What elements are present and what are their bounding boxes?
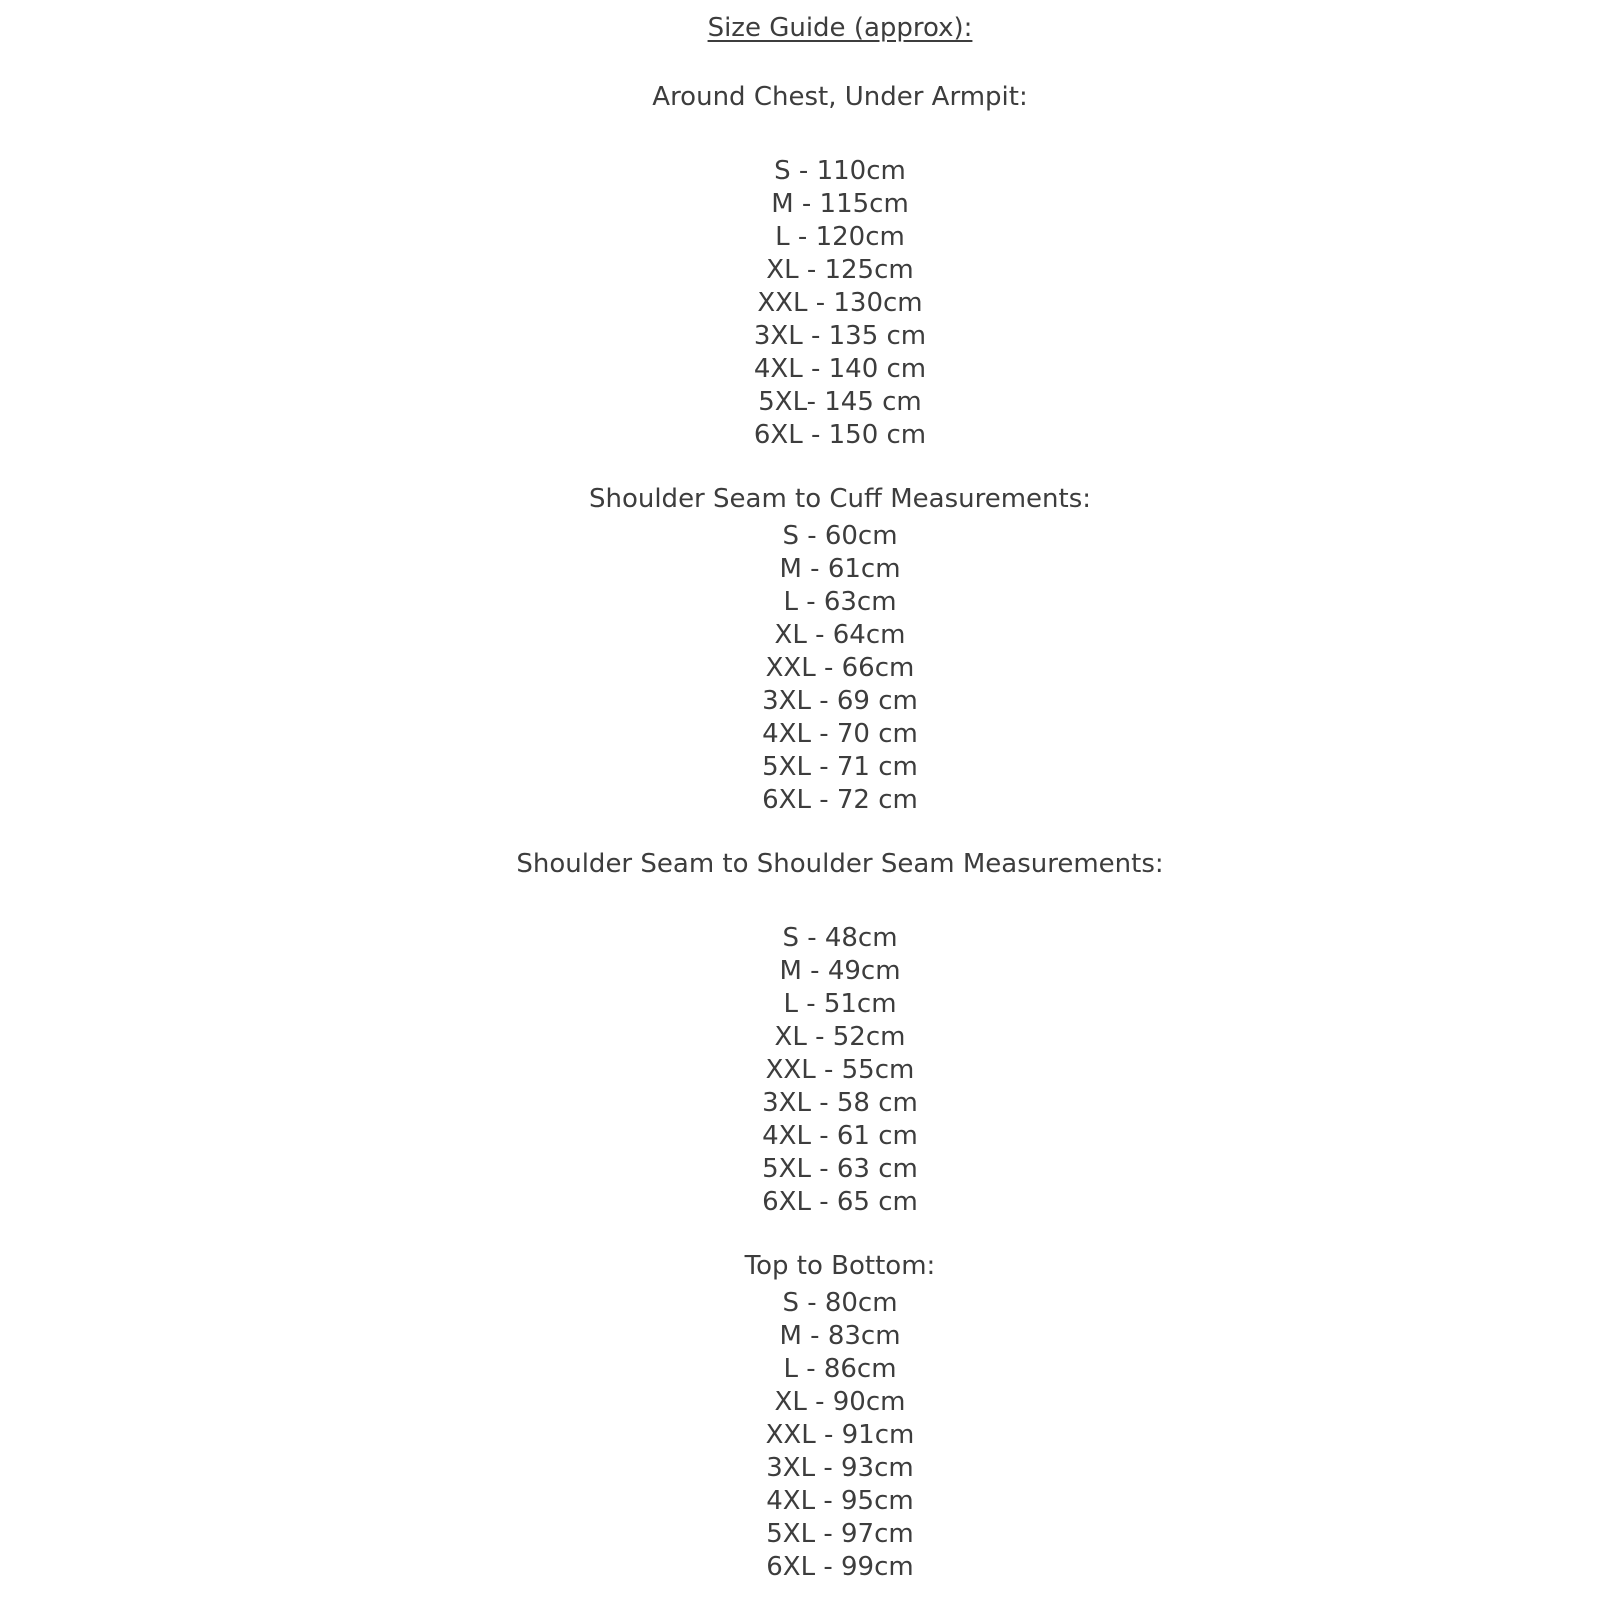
size-line: 4XL - 70 cm [762, 719, 918, 749]
section-top-to-bottom [80, 1250, 1600, 1584]
size-line: 3XL - 58 cm [762, 1088, 918, 1118]
size-line: S - 110cm [774, 156, 906, 186]
size-line: L - 63cm [783, 587, 897, 617]
size-line: 3XL - 93cm [766, 1453, 914, 1483]
size-line: 4XL - 95cm [766, 1486, 914, 1516]
size-line: 6XL - 65 cm [762, 1187, 918, 1217]
size-line: 4XL - 140 cm [753, 354, 927, 384]
size-line: L - 120cm [775, 222, 905, 252]
size-line: S - 80cm [782, 1288, 898, 1318]
section-shoulder-to-cuff [80, 483, 1600, 817]
size-line: 5XL- 145 cm [758, 387, 922, 417]
size-line: S - 60cm [782, 521, 898, 551]
size-line: M - 115cm [771, 189, 909, 219]
size-line: XL - 52cm [774, 1022, 906, 1052]
size-line: M - 49cm [779, 956, 901, 986]
size-line: XXL - 130cm [757, 288, 923, 318]
section-header: Shoulder Seam to Shoulder Seam Measurements: [516, 849, 1164, 879]
size-line: 5XL - 71 cm [762, 752, 918, 782]
section-shoulder-to-shoulder [80, 848, 1600, 1219]
section-around-chest [80, 81, 1600, 452]
size-line: 3XL - 135 cm [753, 321, 927, 351]
size-line: 4XL - 61 cm [762, 1121, 918, 1151]
page-title: Size Guide (approx): [707, 13, 973, 43]
size-line: 6XL - 150 cm [753, 420, 927, 450]
size-line: S - 48cm [782, 923, 898, 953]
size-line: 6XL - 72 cm [762, 785, 918, 815]
section-header: Top to Bottom: [744, 1251, 936, 1281]
size-line: M - 61cm [779, 554, 901, 584]
size-line: 3XL - 69 cm [762, 686, 918, 716]
size-line: XL - 90cm [774, 1387, 906, 1417]
size-line: XL - 64cm [774, 620, 906, 650]
size-line: 5XL - 97cm [766, 1519, 914, 1549]
size-line: XL - 125cm [766, 255, 914, 285]
size-line: L - 51cm [783, 989, 897, 1019]
size-line: 5XL - 63 cm [762, 1154, 918, 1184]
size-line: XXL - 91cm [765, 1420, 915, 1450]
size-line: L - 86cm [783, 1354, 897, 1384]
size-line: 6XL - 99cm [766, 1552, 914, 1582]
size-line: XXL - 55cm [765, 1055, 915, 1085]
section-header: Around Chest, Under Armpit: [652, 82, 1028, 112]
section-header: Shoulder Seam to Cuff Measurements: [588, 484, 1092, 514]
size-line: XXL - 66cm [765, 653, 915, 683]
size-line: M - 83cm [779, 1321, 901, 1351]
